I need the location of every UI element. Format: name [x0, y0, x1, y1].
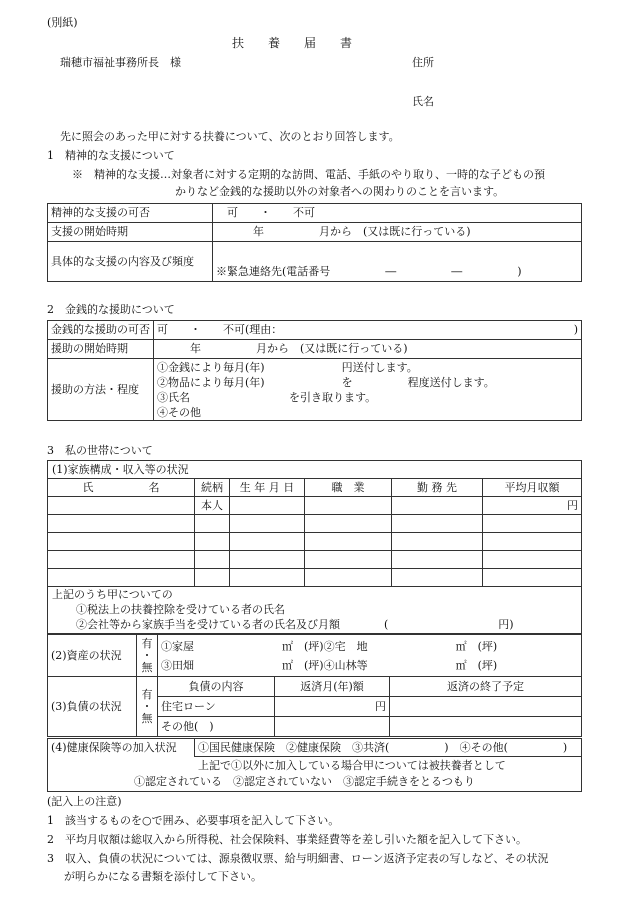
note-2: 2 平均月収額は総収入から所得税、社会保険料、事業経費等を差し引いた額を記入して下さい。 [47, 833, 527, 846]
family-caption: (1)家族構成・収入等の状況 [47, 460, 582, 478]
dependents-box [47, 584, 582, 634]
financial-availability-label: 金銭的な援助の可否 [48, 321, 154, 340]
name-label: 氏名 [412, 95, 434, 108]
col-relation: 続柄 [195, 479, 230, 497]
debts-no[interactable]: 無 [141, 711, 153, 725]
table-row [48, 515, 582, 533]
tax-deduction-line[interactable]: ①税法上の扶養控除を受けている者の氏名 [76, 603, 285, 616]
method-take-in[interactable]: ③氏名 を引き取ります。 [157, 390, 377, 404]
family-allowance-line[interactable]: ②会社等から家族手当を受けている者の氏名及び月額 ( 円) [76, 618, 514, 631]
note-3-cont: が明らかになる書類を添付して下さい。 [64, 870, 262, 883]
emotional-availability-value[interactable]: 可 ・ 不可 [213, 204, 582, 223]
financial-method-label: 援助の方法・程度 [48, 359, 154, 421]
assets-flag-separator: ・ [141, 648, 153, 662]
emotional-support-table [47, 203, 582, 282]
col-income: 平均月収額 [483, 479, 582, 497]
financial-availability-value[interactable]: 可 ・ 不可(理由： ) [154, 321, 582, 340]
assets-row-field-forest[interactable]: ③田畑 ㎡ (坪)④山林等 ㎡ (坪) [161, 658, 498, 672]
debt-housing-amount[interactable]: 円 [275, 697, 390, 717]
col-workplace: 勤 務 先 [392, 479, 483, 497]
section2-heading: 2 金銭的な援助について [47, 303, 175, 316]
table-row [48, 551, 582, 569]
financial-start-value[interactable]: 年 月から (又は既に行っている) [154, 340, 582, 359]
insurance-status-options[interactable]: ①認定されている ②認定されていない ③認定手続きをとるつもり [134, 775, 475, 788]
financial-support-table [47, 320, 582, 421]
addressee: 瑞穂市福祉事務所長 様 [60, 56, 181, 69]
dependents-intro: 上記のうち甲についての [52, 588, 173, 601]
debts-table [47, 676, 582, 737]
assets-no[interactable]: 無 [141, 660, 153, 674]
emotional-start-value[interactable]: 年 月から (又は既に行っている) [213, 223, 582, 242]
insurance-options[interactable]: ①国民健康保険 ②健康保険 ③共済( ) ④その他( ) [195, 739, 582, 757]
debts-flag-separator: ・ [141, 699, 153, 713]
debts-label: (3)負債の状況 [48, 677, 137, 737]
col-name: 氏 名 [48, 479, 195, 497]
debt-item-housing: 住宅ローン [158, 697, 275, 717]
col-occupation: 職 業 [305, 479, 392, 497]
debt-other-end[interactable] [390, 717, 582, 737]
method-goods[interactable]: ②物品により毎月(年) を 程度送付します。 [157, 375, 495, 389]
table-row [48, 533, 582, 551]
insurance-table [47, 738, 582, 757]
note-3: 3 収入、負債の状況については、源泉徴収票、給与明細書、ローン返済予定表の写しなど、その状況 [47, 852, 549, 865]
section1-note-cont: かりなど金銭的な援助以外の対象者への関わりのことを言います。 [175, 185, 505, 198]
debt-content-header: 負債の内容 [158, 677, 275, 697]
family-table [47, 478, 582, 587]
col-birthdate: 生 年 月 日 [230, 479, 305, 497]
debt-item-other[interactable]: その他( ) [158, 717, 275, 737]
table-row [48, 497, 582, 515]
income-unit: 円 [483, 497, 582, 515]
method-other[interactable]: ④その他 [157, 405, 201, 419]
section1-heading: 1 精神的な支援について [47, 149, 175, 162]
financial-start-label: 援助の開始時期 [48, 340, 154, 359]
self-relation: 本人 [195, 497, 230, 515]
debt-housing-end[interactable] [390, 697, 582, 717]
debts-yes[interactable]: 有 [141, 687, 153, 701]
emotional-start-label: 支援の開始時期 [48, 223, 213, 242]
notes-heading: (記入上の注意) [47, 795, 122, 808]
assets-label: (2)資産の状況 [48, 635, 137, 677]
section1-note: ※ 精神的な支援…対象者に対する定期的な訪問、電話、手紙のやり取り、一時的な子どもの預 [72, 168, 545, 181]
emotional-details-value[interactable]: ※緊急連絡先(電話番号 ― ― ) [213, 242, 582, 282]
section3-heading: 3 私の世帯について [47, 444, 153, 457]
emotional-availability-label: 精神的な支援の可否 [48, 204, 213, 223]
note-1: 1 該当するものを○で囲み、必要事項を記入して下さい。 [47, 814, 340, 827]
assets-row-house-land[interactable]: ①家屋 ㎡ (坪)②宅 地 ㎡ (坪) [161, 639, 498, 653]
emotional-details-label: 具体的な支援の内容及び頻度 [48, 242, 213, 282]
assets-yes[interactable]: 有 [141, 636, 153, 650]
annex-label: (別紙) [47, 16, 78, 29]
insurance-label: (4)健康保険等の加入状況 [48, 739, 195, 757]
intro-text: 先に照会のあった甲に対する扶養について、次のとおり回答します。 [60, 130, 400, 143]
debt-end-header: 返済の終了予定 [390, 677, 582, 697]
insurance-dependent-line: 上記で①以外に加入している場合甲については被扶養者として [198, 759, 506, 772]
address-label: 住所 [412, 56, 434, 69]
document-title: 扶 養 届 書 [232, 36, 353, 50]
assets-table [47, 634, 582, 677]
debt-repay-header: 返済月(年)額 [275, 677, 390, 697]
insurance-detail-box [47, 756, 582, 792]
method-money[interactable]: ①金銭により毎月(年) 円送付します。 [157, 360, 418, 374]
debt-other-amount[interactable] [275, 717, 390, 737]
